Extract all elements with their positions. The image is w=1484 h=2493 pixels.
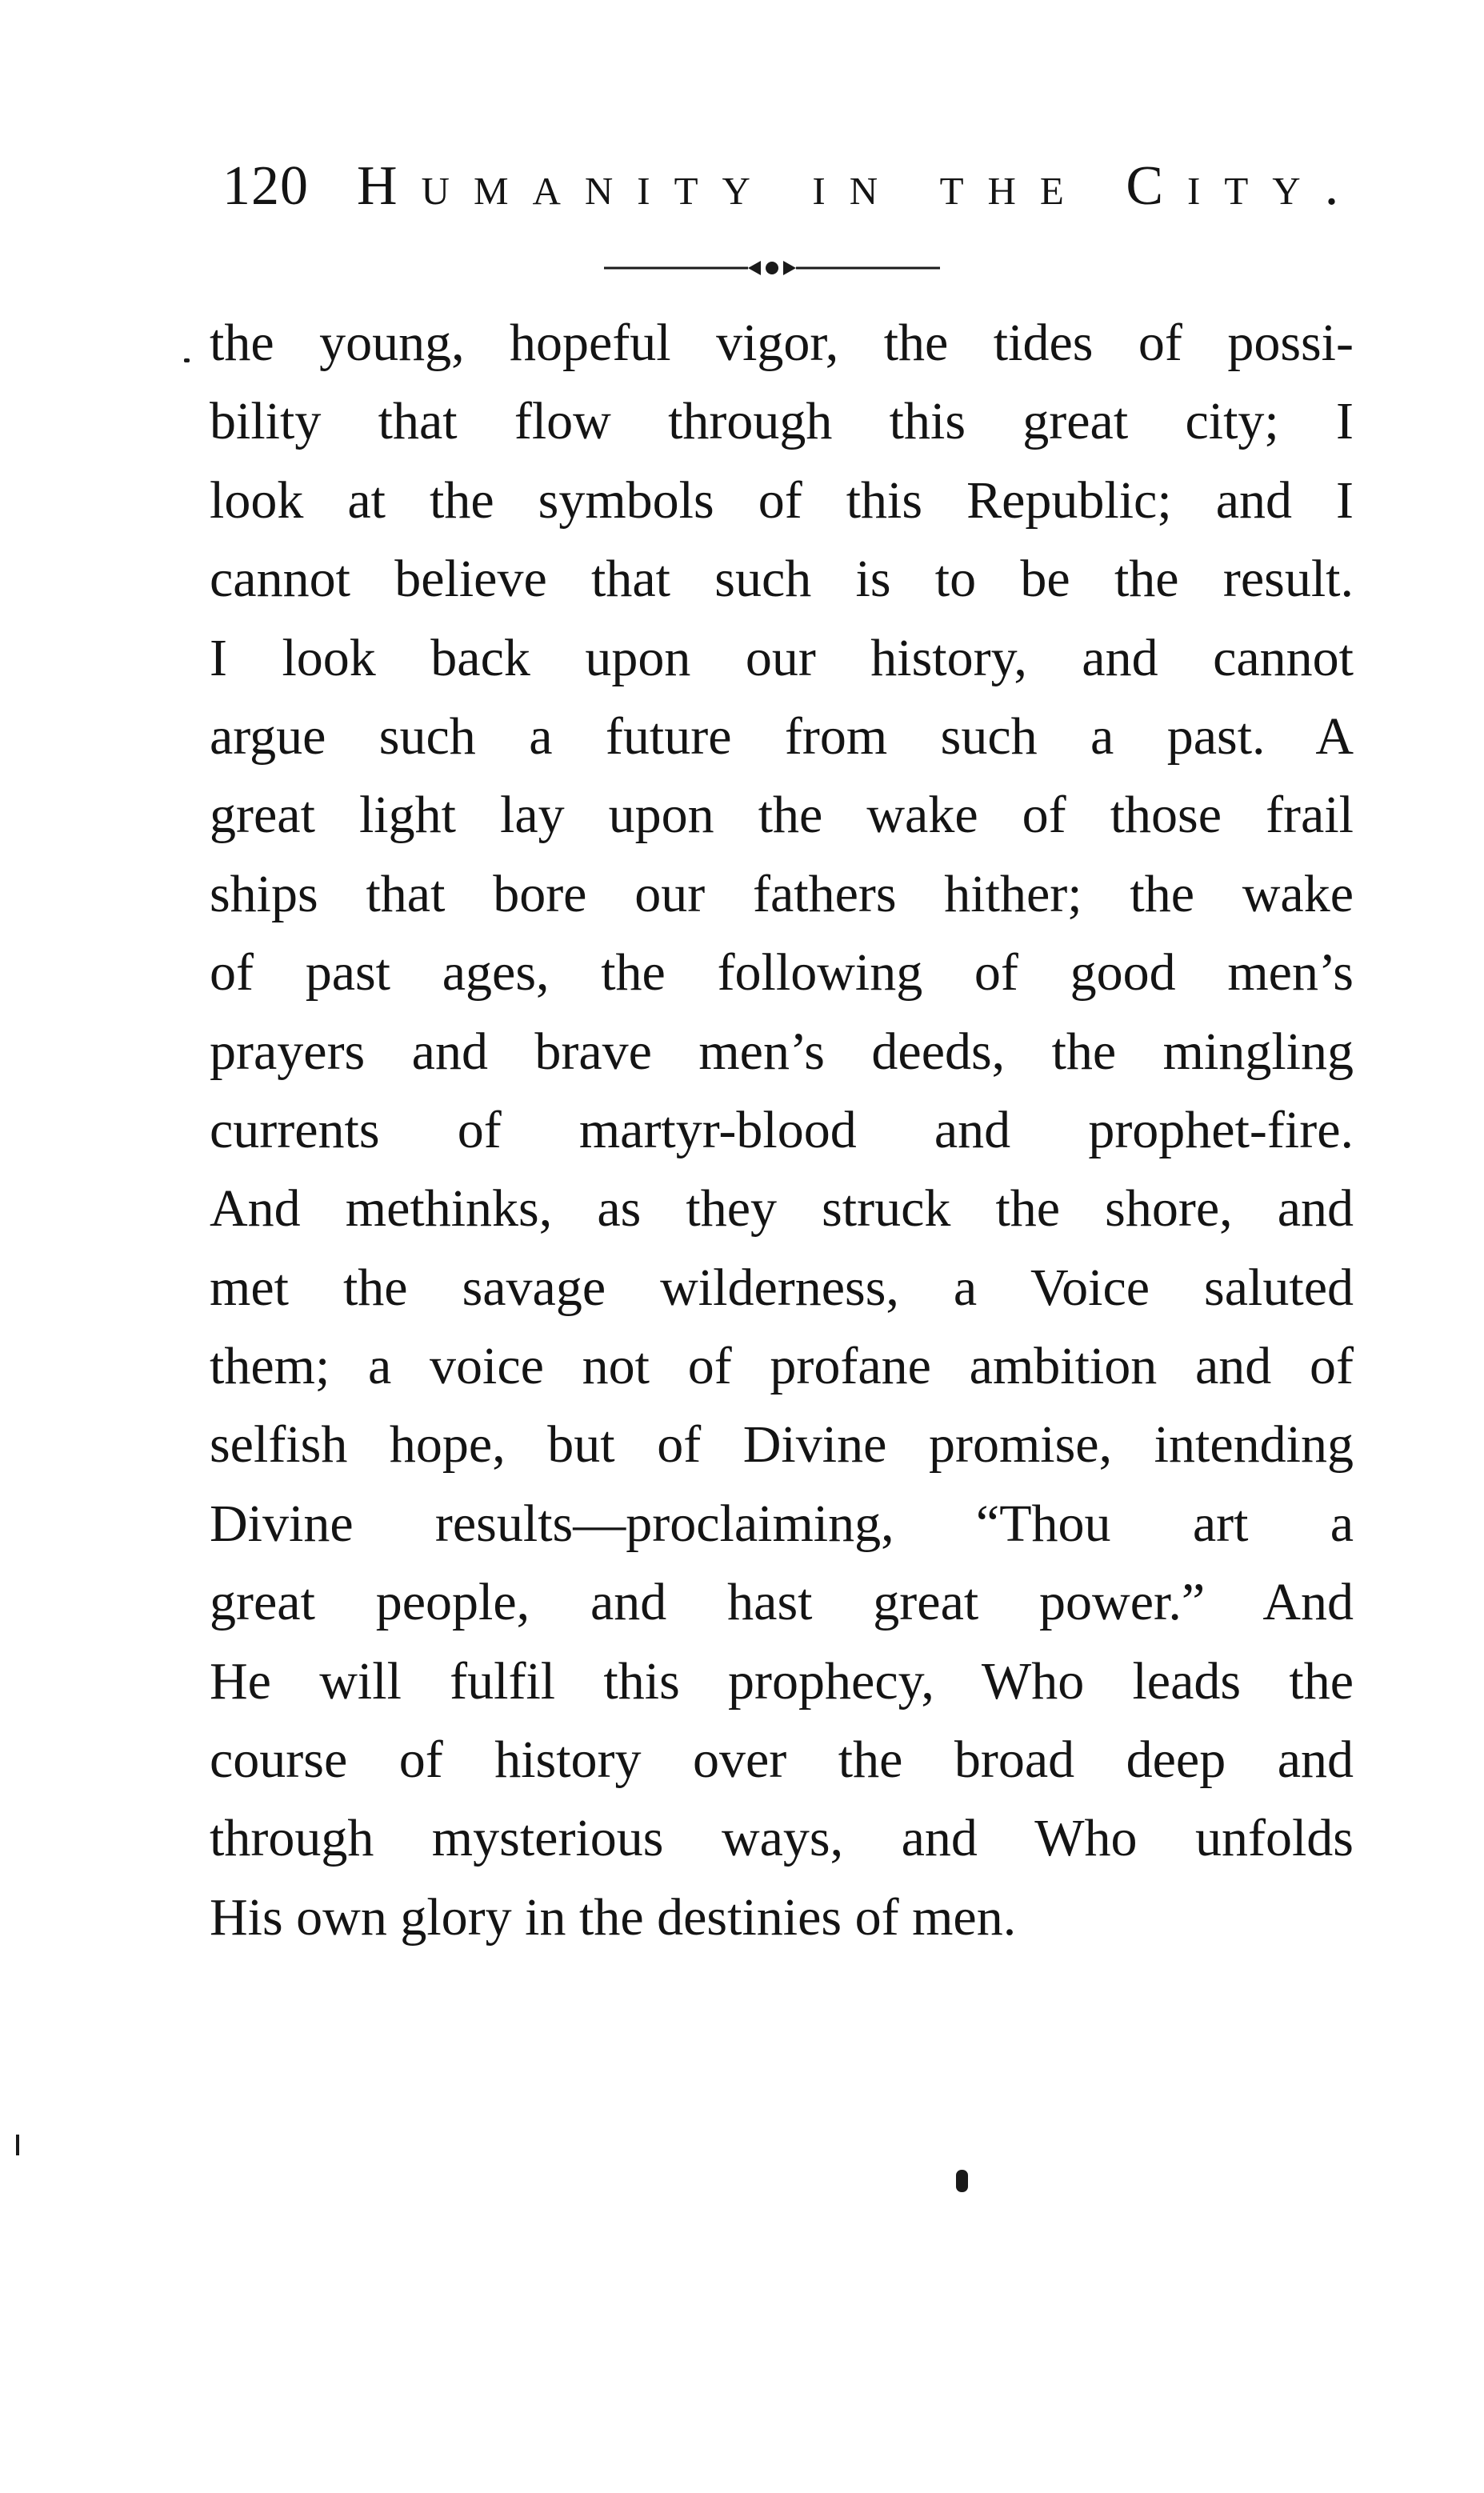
text-line: great people, and hast great power.” And	[210, 1573, 1354, 1632]
body-text	[210, 304, 1354, 1957]
running-title: Humanity in the City.	[357, 155, 1363, 217]
ornament-divider-icon	[604, 252, 940, 284]
text-line: prayers and brave men’s deeds, the mingling	[210, 1022, 1354, 1081]
ink-speck	[184, 358, 190, 362]
ink-blot	[956, 2170, 968, 2192]
text-line: And methinks, as they struck the shore, and	[210, 1179, 1354, 1238]
text-line: the young, hopeful vigor, the tides of possi-	[210, 314, 1354, 372]
text-line: He will fulfil this prophecy, Who leads the	[210, 1651, 1354, 1711]
text-line: of past ages, the following of good men’s	[210, 943, 1354, 1002]
text-line: bility that flow through this great city; I	[210, 392, 1354, 451]
text-line: selfish hope, but of Divine promise, intending	[210, 1415, 1354, 1475]
text-line: met the savage wilderness, a Voice saluted	[210, 1258, 1354, 1317]
ink-speck	[16, 2135, 19, 2155]
text-line: I look back upon our history, and cannot	[210, 628, 1354, 687]
text-line: course of history over the broad deep and	[210, 1731, 1354, 1790]
page-number: 120	[222, 155, 309, 217]
text-line-last: His own glory in the destinies of men.	[210, 1887, 1017, 1947]
running-head	[222, 142, 1363, 230]
text-line: look at the symbols of this Republic; and I	[210, 470, 1354, 530]
text-line: currents of martyr-blood and prophet-fire.	[210, 1100, 1354, 1159]
text-line: argue such a future from such a past. A	[210, 706, 1354, 766]
text-line: great light lay upon the wake of those frail	[210, 786, 1354, 845]
text-line: them; a voice not of profane ambition and of	[210, 1337, 1354, 1396]
text-line: ships that bore our fathers hither; the wake	[210, 864, 1354, 923]
text-line: through mysterious ways, and Who unfolds	[210, 1809, 1354, 1868]
text-line: cannot believe that such is to be the result.	[210, 550, 1354, 609]
text-line: Divine results—proclaiming, “Thou art a	[210, 1494, 1354, 1553]
